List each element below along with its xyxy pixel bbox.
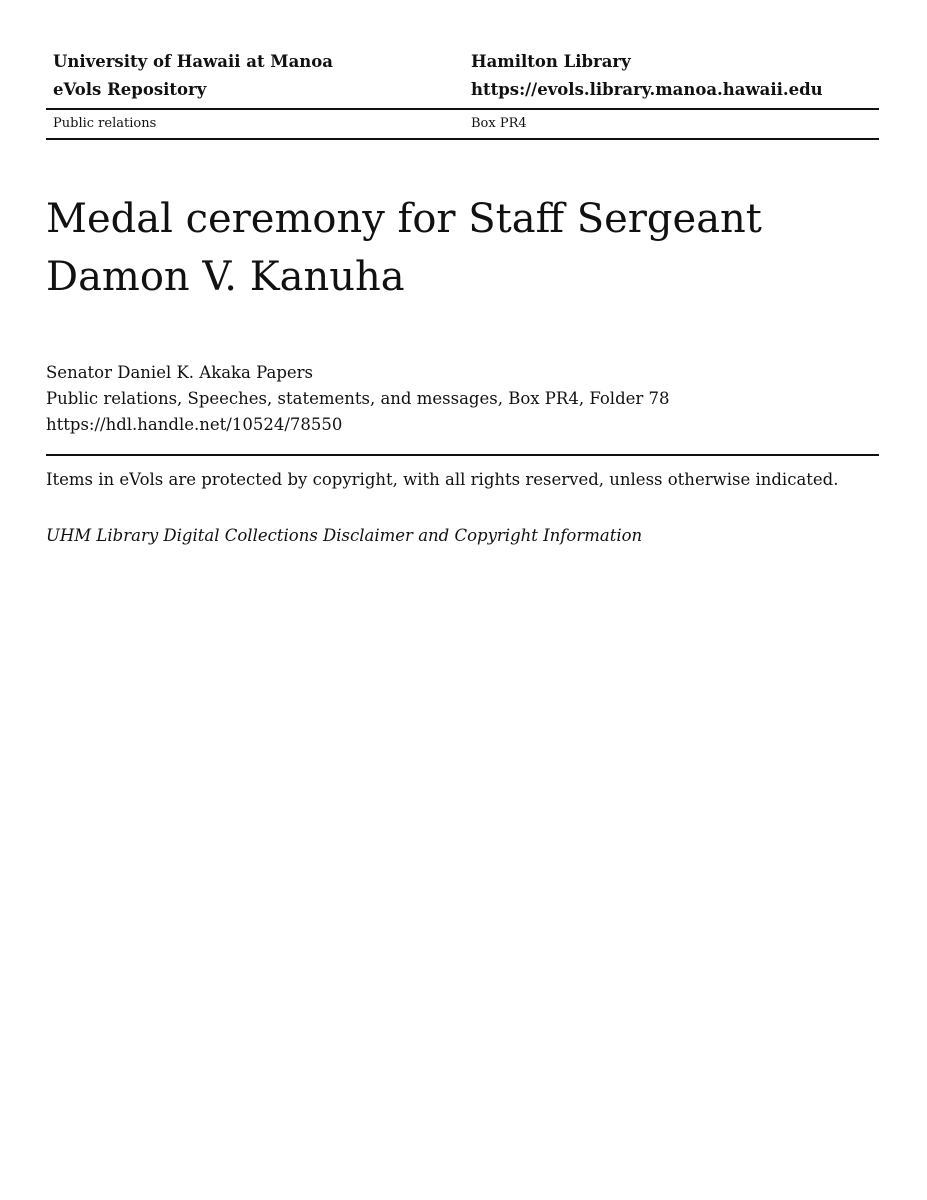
repository-url-link[interactable]: https://evols.library.manoa.hawaii.edu (471, 80, 823, 99)
handle-link[interactable]: https://hdl.handle.net/10524/78550 (46, 415, 343, 434)
series-label: Public relations (53, 116, 157, 131)
header-table (46, 52, 879, 140)
title-line-1: Medal ceremony for Staff Sergeant (46, 196, 762, 242)
institution-name: University of Hawaii at Manoa (53, 52, 333, 71)
document-metadata (46, 360, 879, 438)
copyright-notice: Items in eVols are protected by copyright, with all rights reserved, unless otherwise indicated. (46, 470, 839, 489)
header-row-1 (46, 52, 879, 80)
box-label: Box PR4 (471, 116, 527, 131)
library-name: Hamilton Library (471, 52, 631, 71)
repository-name: eVols Repository (53, 80, 207, 99)
header-row-3 (46, 110, 879, 138)
disclaimer-link[interactable]: UHM Library Digital Collections Disclaimer and Copyright Information (46, 526, 643, 545)
collection-name: Senator Daniel K. Akaka Papers (46, 363, 314, 382)
folder-location: Public relations, Speeches, statements, and messages, Box PR4, Folder 78 (46, 389, 670, 408)
header-bottom-divider (46, 138, 879, 140)
footer-divider (46, 454, 879, 456)
title-line-2: Damon V. Kanuha (46, 254, 405, 300)
header-row-2 (46, 80, 879, 108)
document-title (46, 190, 879, 306)
